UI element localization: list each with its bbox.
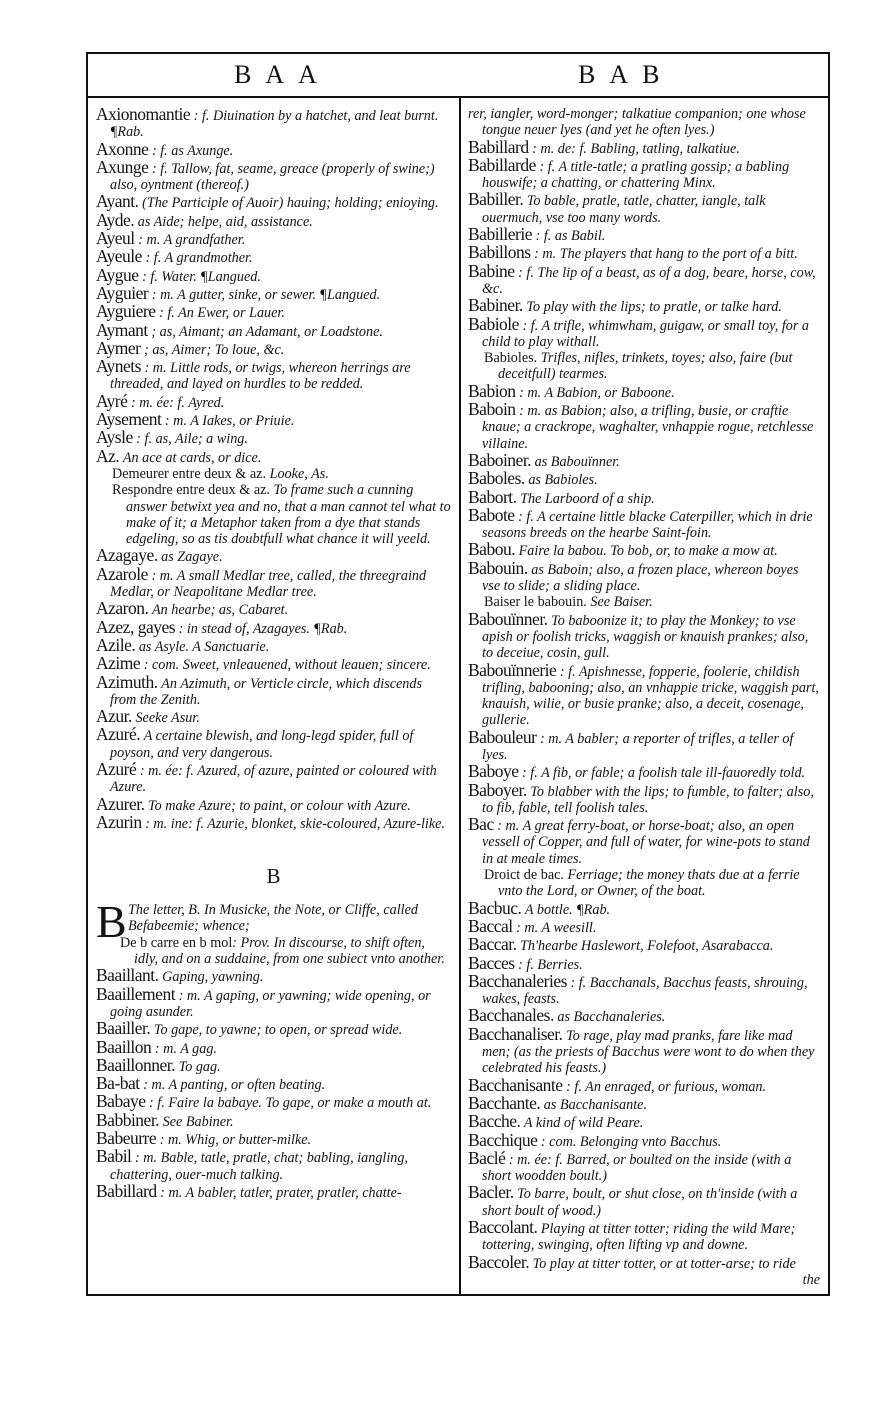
dictionary-entry: [468, 1092, 820, 1113]
entry-definition: : m. Whig, or butter-milke.: [159, 1132, 312, 1149]
entry-definition: Faire la babou. To bob, or, to make a mow at.: [518, 543, 778, 560]
dictionary-entry: [96, 634, 451, 655]
entry-headword: Bacche.: [468, 1111, 521, 1132]
dictionary-entry: [468, 867, 820, 900]
entry-headword: Babaye: [96, 1091, 146, 1112]
entry-definition: : m. A gutter, sinke, or sewer. ¶Langued.: [151, 286, 381, 303]
dictionary-entry: [96, 1130, 451, 1148]
entry-definition: : f. A title-tatle; a pratling gossip; a babling houswife; a chatting, or chattering Minx.: [482, 158, 790, 192]
drop-cap-letter: B: [96, 896, 127, 948]
entry-definition: Ferriage; the money thats due at a ferrie vnto the Lord, or Owner, of the boat.: [498, 867, 800, 900]
entry-headword: Babiole: [468, 313, 519, 334]
entry-headword: Demeurer entre deux & az.: [112, 465, 267, 482]
entry-headword: Babou.: [468, 539, 516, 560]
entry-definition: : f. Diuination by a hatchet, and leat burnt. ¶Rab.: [110, 108, 439, 141]
dictionary-entry: [468, 970, 820, 1008]
catchword: the: [802, 1271, 820, 1288]
entry-definition: : in stead of, Azagayes. ¶Rab.: [178, 620, 348, 637]
entry-definition: : f. Bacchanals, Bacchus feasts, shrouing, wakes, feasts.: [482, 974, 808, 1008]
dictionary-entry: [96, 193, 451, 211]
entry-headword: Aynets: [96, 356, 141, 377]
dictionary-entry: [96, 1075, 451, 1093]
entry-definition: as Babioles.: [528, 472, 598, 489]
dictionary-entry: [468, 659, 820, 729]
entry-definition: : m. Bable, tatle, pratle, chat; babling, iangling, chattering, ouer-much talking.: [110, 1150, 409, 1183]
entry-definition: : m. A small Medlar tree, called, the threegraind Medlar, or Neapolitane Medlar tree.: [110, 567, 427, 601]
dictionary-entry: [468, 401, 820, 452]
entry-headword: Axonne: [96, 138, 149, 159]
dictionary-entry: [96, 411, 451, 429]
entry-headword: Bac: [468, 814, 494, 835]
dictionary-entry: [468, 154, 820, 192]
entry-headword: Babillerie: [468, 224, 533, 245]
entry-definition: : m. A Iakes, or Priuie.: [164, 413, 295, 430]
entry-definition: : m. A Babion, or Baboone.: [519, 384, 675, 401]
entry-definition: Seeke Asur.: [135, 710, 200, 727]
entry-definition: : f. as Babil.: [535, 228, 606, 245]
entry-headword: Aymer: [96, 337, 141, 358]
entry-definition: : m. The players that hang to the port of a bitt.: [534, 246, 798, 263]
entry-headword: Ayde.: [96, 209, 135, 230]
entry-headword: Babioles.: [484, 350, 538, 367]
entry-headword: Azuré: [96, 758, 137, 779]
entry-definition: ; as, Aimant; an Adamant, or Loadstone.: [151, 323, 383, 340]
entry-headword: Babillard: [96, 1180, 157, 1201]
entry-headword: Ba-bat: [96, 1073, 140, 1094]
dictionary-entry: [468, 915, 820, 936]
section-letter-heading: B: [266, 864, 281, 889]
entry-headword: Baclé: [468, 1147, 506, 1168]
dictionary-entry: [96, 671, 451, 709]
dictionary-entry: [96, 1148, 451, 1183]
entry-headword: Babion: [468, 380, 516, 401]
entry-definition: An Azimuth, or Verticle circle, which discends from the Zenith.: [110, 675, 423, 708]
dictionary-entry: [468, 1147, 820, 1185]
dictionary-entry: [96, 106, 451, 141]
dictionary-entry: [468, 106, 820, 139]
entry-headword: Azarole: [96, 563, 148, 584]
entry-definition: : f. as Axunge.: [151, 142, 234, 159]
dictionary-entry: [468, 470, 820, 488]
left-column: [96, 106, 451, 1201]
entry-definition: : m. ée: f. Barred, or boulted on the inside (with a short woodden boult.): [482, 1151, 792, 1185]
entry-definition: : f. Apishnesse, fopperie, foolerie, childish trifling, babooning; also, an vnhappie tricke, waggish part, knauish, wilie, or busie pranke; also, a deceit, cosenage, gullerie.: [482, 663, 819, 729]
entry-headword: Azuré.: [96, 724, 141, 745]
entry-definition: To frame such a cunning answer betwixt yea and no, that a man cannot tel what to make of it; a Metaphor taken from a dye that stands edgeling, so as tis doubtfull what chance it will yeeld.: [126, 482, 451, 548]
dictionary-entry: [468, 726, 820, 764]
dictionary-entry: [96, 264, 451, 285]
entry-headword: Baboles.: [468, 468, 525, 489]
entry-definition: A certaine blewish, and long-legd spider, full of poyson, and very dangerous.: [110, 728, 414, 761]
entry-definition: ; as, Aimer; To loue, &c.: [144, 341, 285, 358]
entry-headword: Babouïnnerie: [468, 659, 557, 680]
entry-headword: Baboiner.: [468, 449, 532, 470]
entry-definition: : m. ée: f. Azured, of azure, painted or coloured with Azure.: [110, 762, 437, 796]
entry-headword: Baccoler.: [468, 1251, 530, 1272]
entry-definition: To baboonize it; to play the Monkey; to vse apish or foolish tricks, waggish or knauish prankes; also, to deceiue, cosin, gull.: [482, 612, 809, 662]
entry-headword: Bacchique: [468, 1129, 538, 1150]
entry-headword: Azaron.: [96, 598, 149, 619]
entry-definition: Looke, As.: [269, 465, 329, 482]
dictionary-entry: [96, 616, 451, 637]
entry-definition: : f. An enraged, or furious, woman.: [566, 1078, 767, 1095]
entry-definition: : m. A panting, or often beating.: [143, 1077, 326, 1094]
entry-definition: : f. Water. ¶Langued.: [142, 268, 261, 285]
subentry-headword: De b carre en b mol: [120, 934, 233, 951]
entry-headword: Ayguier: [96, 282, 149, 303]
entry-definition: : f. Berries.: [518, 956, 583, 973]
entry-definition: : f. Tallow, fat, seame, greace (properly of swine;) also, oyntment (thereof.): [110, 160, 435, 194]
dictionary-entry: [468, 1251, 820, 1272]
dictionary-entry: [468, 244, 820, 262]
entry-headword: Babouïnner.: [468, 608, 548, 629]
entry-headword: Azime: [96, 653, 141, 674]
header-bottom-rule: [86, 96, 830, 98]
entry-headword: Babillard: [468, 136, 529, 157]
entry-headword: Babbiner.: [96, 1109, 160, 1130]
dictionary-entry: [96, 138, 451, 159]
dictionary-entry: [96, 563, 451, 601]
entry-headword: Aygue: [96, 264, 139, 285]
entry-definition: : f. A fib, or fable; a foolish tale ill-fauoredly told.: [522, 765, 806, 782]
dictionary-entry: [96, 482, 451, 547]
entry-headword: Babillarde: [468, 154, 536, 175]
entry-definition: An ace at cards, or dice.: [122, 449, 262, 466]
drop-cap-subentry: [96, 935, 451, 968]
entry-definition: : m. de: f. Babling, tatling, talkatiue.: [532, 140, 740, 157]
dictionary-entry: [468, 1129, 820, 1150]
drop-cap-text: The letter, B. In Musicke, the Note, or Cliffe, called Befabeemie; whence;: [128, 902, 418, 935]
entry-definition: : f. A trifle, whimwham, guigaw, or small toy, for a child to play withall.: [482, 317, 810, 350]
dictionary-entry: [96, 547, 451, 565]
entry-headword: Baaillement: [96, 983, 176, 1004]
entry-headword: Baboye: [468, 761, 519, 782]
dictionary-entry: [468, 779, 820, 817]
entry-headword: Baboin: [468, 399, 516, 420]
entry-headword: Axunge: [96, 156, 149, 177]
entry-definition: : f. as, Aile; a wing.: [136, 431, 248, 448]
dictionary-entry: [468, 1184, 820, 1219]
entry-headword: Bacbuc.: [468, 897, 522, 918]
entry-definition: To make Azure; to paint, or colour with Azure.: [148, 797, 411, 814]
entry-definition: : m. ine: f. Azurie, blonket, skie-coloured, Azure-like.: [145, 815, 445, 832]
entry-definition: : m. ée: f. Ayred.: [130, 394, 225, 411]
entry-definition: : f. The lip of a beast, as of a dog, beare, horse, cow, &c.: [482, 264, 816, 297]
column-divider-rule: [459, 96, 461, 1296]
entry-headword: Bacchanaleries: [468, 970, 567, 991]
entry-headword: Bacces: [468, 952, 515, 973]
entry-definition: Th'hearbe Haslewort, Folefoot, Asarabacca.: [520, 938, 774, 955]
entry-headword: Ayguiere: [96, 301, 156, 322]
left-entries-b: [96, 967, 451, 1201]
entry-headword: Azez, gayes: [96, 616, 176, 637]
entry-headword: Ayeul: [96, 228, 135, 249]
entry-headword: Ayeule: [96, 246, 142, 267]
entry-headword: Aysement: [96, 409, 162, 430]
dictionary-entry: [468, 191, 820, 226]
dictionary-entry: [468, 260, 820, 298]
entry-headword: Baiser le babouin.: [484, 594, 587, 611]
dictionary-entry: [96, 793, 451, 814]
entry-definition: as Babouïnner.: [534, 453, 620, 470]
dictionary-entry: [468, 816, 820, 867]
entry-definition: : com. Belonging vnto Bacchus.: [540, 1133, 722, 1150]
dictionary-entry: [96, 758, 451, 796]
entry-definition: See Babiner.: [162, 1113, 234, 1130]
drop-cap-entry: [96, 896, 451, 968]
entry-definition: See Baiser.: [590, 594, 653, 611]
entry-definition: A bottle. ¶Rab.: [524, 901, 611, 918]
entry-definition: as Asyle. A Sanctuarie.: [138, 638, 270, 655]
entry-definition: To gape, to yawne; to open, or spread wide.: [153, 1022, 403, 1039]
dictionary-entry: [468, 897, 820, 918]
dictionary-entry: [96, 466, 451, 482]
entry-definition: Trifles, nifles, trinkets, toyes; also, faire (but deceitfull) tearmes.: [498, 350, 793, 383]
entry-definition: To rage, play mad pranks, fare like mad men; (as the priests of Bacchus were wont to do when they celebrated his feasts.): [482, 1027, 815, 1077]
entry-definition: The Larboord of a ship.: [520, 490, 655, 507]
entry-headword: Respondre entre deux & az.: [112, 482, 270, 499]
right-column: [468, 106, 820, 1288]
subentry-definition: : Prov. In discourse, to shift often, idly, and on a suddaine, from one subiect vnto another.: [134, 934, 445, 968]
entry-definition: : m. A gaping, or yawning; wide opening, or going asunder.: [110, 987, 431, 1020]
entry-definition: To bable, pratle, tatle, chatter, iangle, talk ouermuch, vse too many words.: [482, 193, 766, 226]
entry-definition: : m. A weesill.: [516, 919, 597, 936]
entry-definition: To gag.: [178, 1058, 221, 1075]
frame-right-rule: [828, 52, 830, 1296]
entry-headword: Ayant.: [96, 191, 139, 212]
entry-headword: Baboyer.: [468, 779, 527, 800]
entry-definition: as Bacchanaleries.: [557, 1009, 666, 1026]
dictionary-entry: [96, 230, 451, 248]
entry-headword: Babeurre: [96, 1128, 157, 1149]
entry-definition: Playing at titter totter; riding the wild Mare; tottering, swinging, often lifting vp and downe.: [482, 1221, 796, 1254]
entry-headword: Baaillon: [96, 1036, 152, 1057]
entry-headword: Baaillonner.: [96, 1054, 176, 1075]
entry-headword: Babiner.: [468, 295, 523, 316]
entry-headword: Babouin.: [468, 557, 528, 578]
entry-definition: : f. An Ewer, or Lauer.: [159, 305, 285, 322]
dictionary-entry: [468, 350, 820, 383]
dictionary-entry: [468, 608, 820, 662]
entry-definition: Gaping, yawning.: [162, 969, 264, 986]
entry-headword: Azur.: [96, 706, 132, 727]
dictionary-entry: [96, 1180, 451, 1201]
entry-headword: Babote: [468, 504, 515, 525]
running-head-right: BAB: [578, 60, 674, 89]
drop-cap-definition: [96, 902, 451, 935]
dictionary-entry: [96, 708, 451, 726]
entry-headword: Droict de bac.: [484, 867, 564, 884]
entry-headword: Baaillant.: [96, 965, 159, 986]
entry-definition: : com. Sweet, vnleauened, without leauen; sincere.: [143, 657, 431, 674]
entry-definition: as Zagaye.: [161, 549, 223, 566]
entry-definition: as Bacchanisante.: [543, 1096, 648, 1113]
left-entries-a: [96, 106, 451, 832]
entry-definition: : f. A grandmother.: [145, 250, 253, 267]
entry-headword: Babillons: [468, 242, 531, 263]
frame-top-rule: [86, 52, 830, 54]
entry-headword: Babouleur: [468, 726, 537, 747]
entry-headword: Baccar.: [468, 934, 517, 955]
entry-definition: as Baboin; also, a frozen place, whereon boyes vse to slide; a sliding place.: [482, 561, 799, 595]
entry-headword: Babil: [96, 1146, 132, 1167]
entry-definition: : m. A babler; a reporter of trifles, a teller of lyes.: [482, 730, 794, 763]
entry-definition: : f. Faire la babaye. To gape, or make a mouth at.: [149, 1095, 432, 1112]
entry-headword: Bacchante.: [468, 1092, 541, 1113]
dictionary-entry: [96, 1054, 451, 1075]
entry-headword: Babort.: [468, 486, 517, 507]
entry-headword: Baccolant.: [468, 1217, 538, 1237]
entry-headword: Azagaye.: [96, 545, 158, 566]
dictionary-entry: [96, 358, 451, 393]
entry-headword: Bacler.: [468, 1182, 514, 1203]
entry-headword: Azurer.: [96, 793, 145, 814]
dictionary-entry: [96, 156, 451, 194]
dictionary-entry: [468, 1219, 820, 1254]
frame-left-rule: [86, 52, 88, 1296]
entry-headword: Aysle: [96, 427, 133, 448]
entry-headword: Babine: [468, 260, 515, 281]
entry-definition: : m. A great ferry-boat, or horse-boat; also, an open vessell of Copper, and full of water, for wine-pots to stand in at meale times.: [482, 818, 810, 867]
entry-headword: Aymant: [96, 319, 148, 340]
dictionary-entry: [96, 445, 451, 466]
entry-headword: Az.: [96, 445, 120, 466]
entry-definition: An hearbe; as, Cabaret.: [151, 602, 289, 619]
entry-definition: : f. A certaine little blacke Caterpiller, which in drie seasons breeds on the hearbe Saint-foin.: [482, 508, 813, 542]
entry-definition: rer, iangler, word-monger; talkatiue companion; one whose tongue neuer lyes (and yet he often lyes.): [468, 106, 806, 139]
frame-bottom-rule: [86, 1294, 830, 1296]
right-entries: [468, 106, 820, 1272]
dictionary-entry: [96, 429, 451, 447]
dictionary-entry: [96, 983, 451, 1021]
entry-definition: To blabber with the lips; to fumble, to falter; also, to fib, fable, tell foolish tales.: [482, 783, 814, 816]
entry-definition: : m. as Babion; also, a trifling, busie, or craftie knaue; a crackrope, waghalter, vnhappie rogue, retchlesse villaine.: [482, 403, 814, 452]
dictionary-entry: [96, 303, 451, 321]
dictionary-entry: [96, 811, 451, 832]
dictionary-entry: [96, 726, 451, 761]
entry-headword: Ayré: [96, 390, 128, 411]
entry-headword: Bacchanisante: [468, 1074, 563, 1095]
dictionary-entry: [468, 504, 820, 542]
entry-headword: Baccal: [468, 915, 513, 936]
entry-headword: Azurin: [96, 811, 142, 832]
dictionary-entry: [468, 297, 820, 315]
dictionary-entry: [468, 936, 820, 954]
entry-headword: Babiller.: [468, 189, 524, 210]
entry-definition: A kind of wild Peare.: [523, 1115, 644, 1132]
dictionary-entry: [96, 248, 451, 266]
entry-definition: as Aide; helpe, aid, assistance.: [137, 213, 313, 230]
entry-definition: : m. A gag.: [154, 1040, 217, 1057]
entry-headword: Azimuth.: [96, 671, 158, 692]
running-head-left: BAA: [234, 60, 331, 89]
dictionary-entry: [468, 486, 820, 507]
dictionary-entry: [468, 1023, 820, 1077]
dictionary-entry: [468, 313, 820, 351]
entry-headword: Bacchanales.: [468, 1005, 554, 1026]
dictionary-entry: [96, 209, 451, 230]
entry-definition: To play with the lips; to pratle, or talke hard.: [526, 299, 782, 316]
entry-headword: Bacchanaliser.: [468, 1023, 563, 1044]
dictionary-entry: [468, 557, 820, 595]
dictionary-entry: [96, 319, 451, 340]
entry-headword: Baailler.: [96, 1018, 151, 1039]
entry-definition: To barre, boult, or shut close, on th'inside (with a short boult of wood.): [482, 1186, 798, 1219]
entry-definition: To play at titter totter, or at totter-arse; to ride: [532, 1255, 796, 1272]
entry-headword: Azile.: [96, 634, 136, 655]
dictionary-entry: [96, 337, 451, 358]
entry-definition: (The Participle of Auoir) hauing; holding; enioying.: [142, 195, 439, 212]
entry-definition: : m. Little rods, or twigs, whereon herrings are threaded, and layed on hurdles to be redded.: [110, 360, 411, 393]
entry-definition: : m. A babler, tatler, prater, pratler, chatte-: [160, 1184, 402, 1201]
entry-definition: : m. A grandfather.: [138, 232, 246, 249]
dictionary-entry: [468, 380, 820, 401]
entry-headword: Axionomantie: [96, 104, 191, 124]
